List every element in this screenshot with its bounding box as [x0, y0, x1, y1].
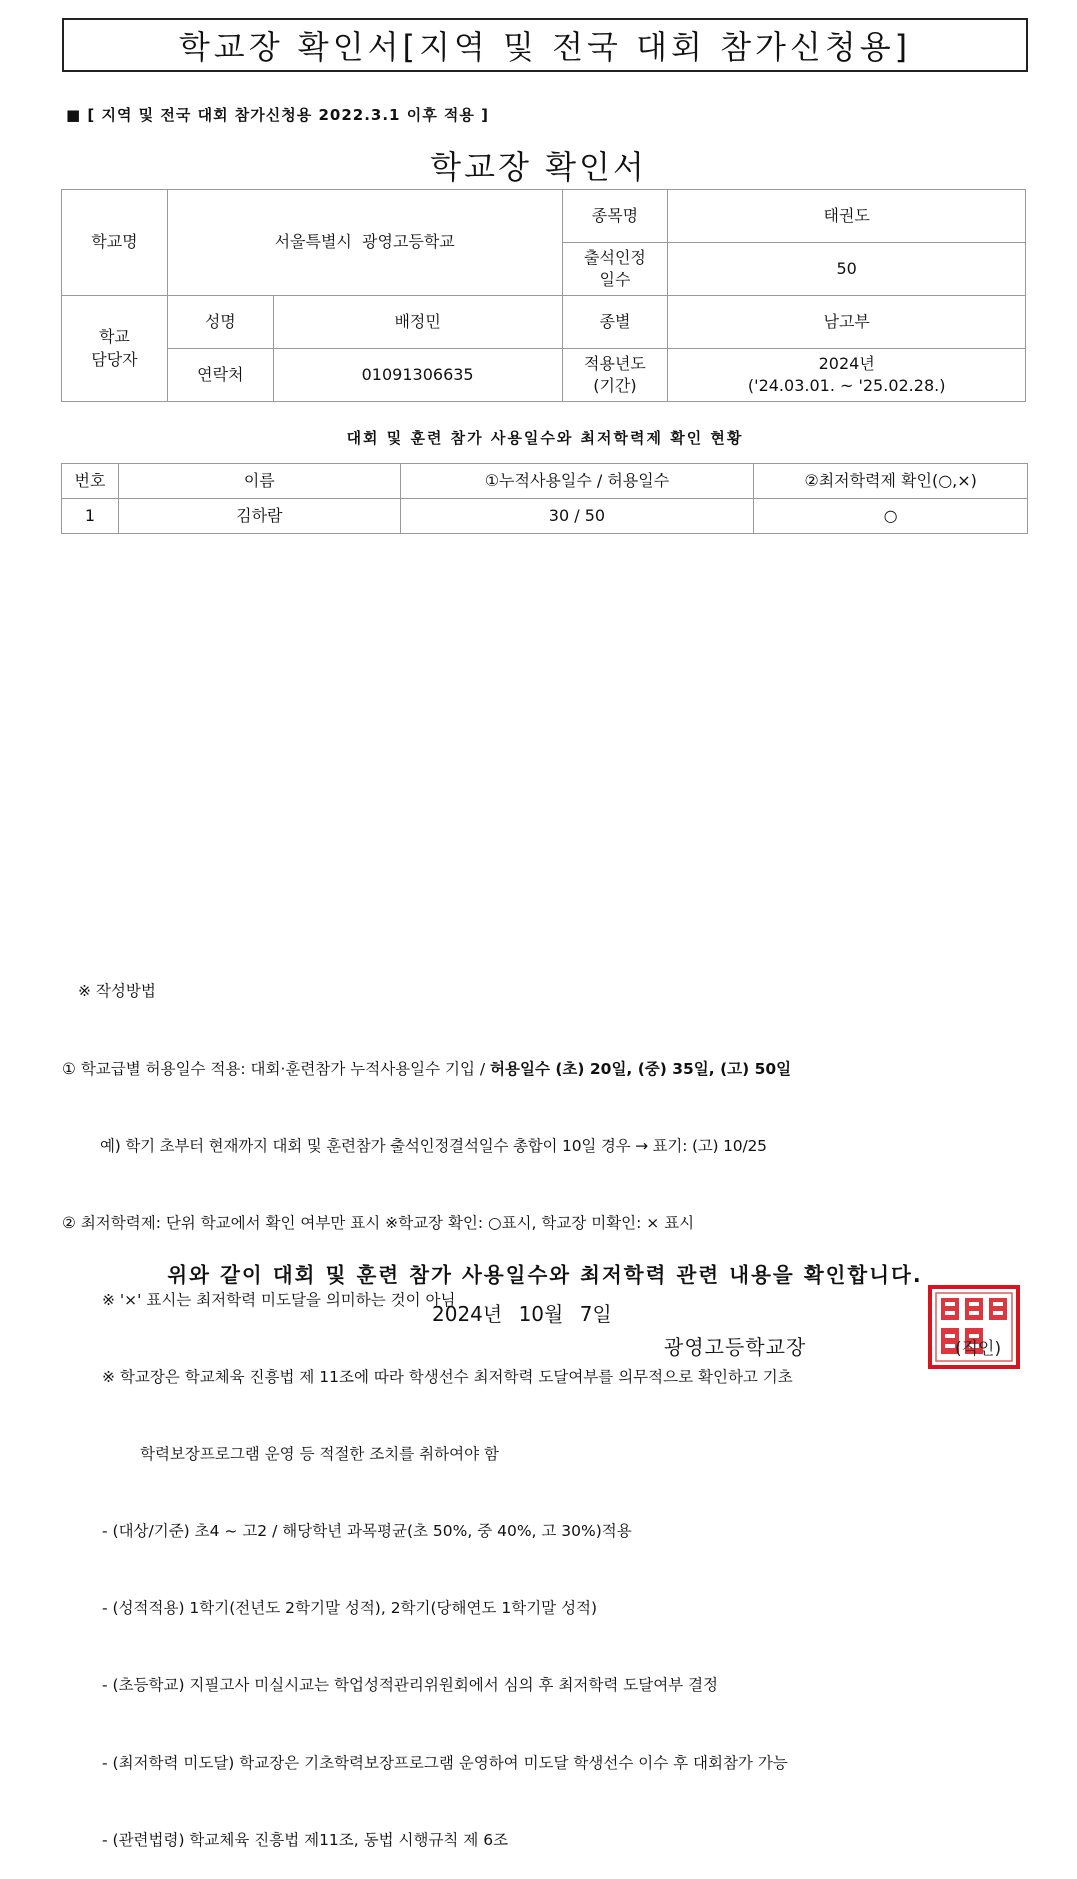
status-table: [61, 463, 1028, 534]
form-subheading: ■ [ 지역 및 전국 대회 참가신청용 2022.3.1 이후 적용 ]: [66, 106, 489, 124]
issue-date: 2024년 10월 7일: [432, 1302, 612, 1326]
column-header: ②최저학력제 확인(○,×): [754, 464, 1028, 499]
column-header: ①누적사용일수 / 허용일수: [400, 464, 754, 499]
table-row: [62, 499, 1028, 534]
year-label: 적용년도 (기간): [562, 349, 668, 402]
note-2-b1: ※ 학교장은 학교체육 진흥법 제 11조에 따라 학생선수 최저학력 도달여부를 의무적으로 확인하고 기초: [102, 1367, 793, 1386]
principal-name: 광영고등학교장: [664, 1335, 807, 1359]
name-value: 배정민: [273, 296, 562, 349]
status-section-title: 대회 및 훈련 참가 사용일수와 최저학력제 확인 현황: [346, 429, 744, 447]
status-header-row: [62, 464, 1028, 499]
detail-4: - (최저학력 미도달) 학교장은 기초학력보장프로그램 운영하여 미도달 학생선수 이수 후 대회참가 가능: [102, 1753, 788, 1772]
year-value: 2024년 ('24.03.01. ~ '25.02.28.): [668, 349, 1026, 402]
attendance-label: 출석인정 일수: [562, 243, 668, 296]
name-label: 성명: [167, 296, 273, 349]
category-label: 종별: [562, 296, 668, 349]
detail-1: - (대상/기준) 초4 ~ 고2 / 해당학년 과목평균(초 50%, 중 40%, 고 30%)적용: [102, 1522, 632, 1541]
note-1-text: ① 학교급별 허용일수 적용: 대회·훈련참가 누적사용일수 기입 /: [62, 1059, 491, 1078]
detail-3: - (초등학교) 지필고사 미실시교는 학업성적관리위원회에서 심의 후 최저학력 도달여부 결정: [102, 1676, 719, 1695]
seal-label: (직인): [955, 1339, 1002, 1359]
note-2-b2: 학력보장프로그램 운영 등 적절한 조치를 취하여야 함: [140, 1445, 499, 1464]
sport-value: 태권도: [668, 190, 1026, 243]
detail-5: - (관련법령) 학교체육 진흥법 제11조, 동법 시행규칙 제 6조: [102, 1830, 509, 1849]
contact-value: 01091306635: [273, 349, 562, 402]
days-used: 30 / 50: [400, 499, 754, 534]
note-1: [62, 1057, 793, 1083]
instructions: [62, 928, 793, 1879]
instructions-heading: ※ 작성방법: [78, 982, 156, 1001]
note-1-example: 예) 학기 초부터 현재까지 대회 및 훈련참가 출석인정결석일수 총합이 10일 경우 → 표기: (고) 10/25: [100, 1136, 767, 1155]
school-info-table: [61, 189, 1026, 402]
note-2: ② 최저학력제: 단위 학교에서 확인 여부만 표시 ※학교장 확인: ○표시, 학교장 미확인: × 표시: [62, 1213, 695, 1232]
min-academic-check: ○: [754, 499, 1028, 534]
form-title: 학교장 확인서[지역 및 전국 대회 참가신청용]: [62, 18, 1028, 72]
sport-label: 종목명: [562, 190, 668, 243]
note-2-a: ※ '×' 표시는 최저학력 미도달을 의미하는 것이 아님: [102, 1290, 456, 1309]
contact-label: 연락처: [167, 349, 273, 402]
detail-2: - (성적적용) 1학기(전년도 2학기말 성적), 2학기(당해연도 1학기말 성적): [102, 1599, 598, 1618]
column-header: 번호: [62, 464, 119, 499]
row-number: 1: [62, 499, 119, 534]
column-header: 이름: [118, 464, 400, 499]
document-title: 학교장 확인서: [430, 148, 647, 186]
confirmation-statement: 위와 같이 대회 및 훈련 참가 사용일수와 최저학력 관련 내용을 확인합니다.: [167, 1263, 923, 1287]
category-value: 남고부: [668, 296, 1026, 349]
note-1-allowed-days: 허용일수 (초) 20일, (중) 35일, (고) 50일: [490, 1059, 792, 1078]
attendance-value: 50: [668, 243, 1026, 296]
school-label: 학교명: [62, 190, 168, 296]
school-value: 서울특별시 광영고등학교: [167, 190, 562, 296]
student-name: 김하람: [118, 499, 400, 534]
manager-label: 학교 담당자: [62, 296, 168, 402]
